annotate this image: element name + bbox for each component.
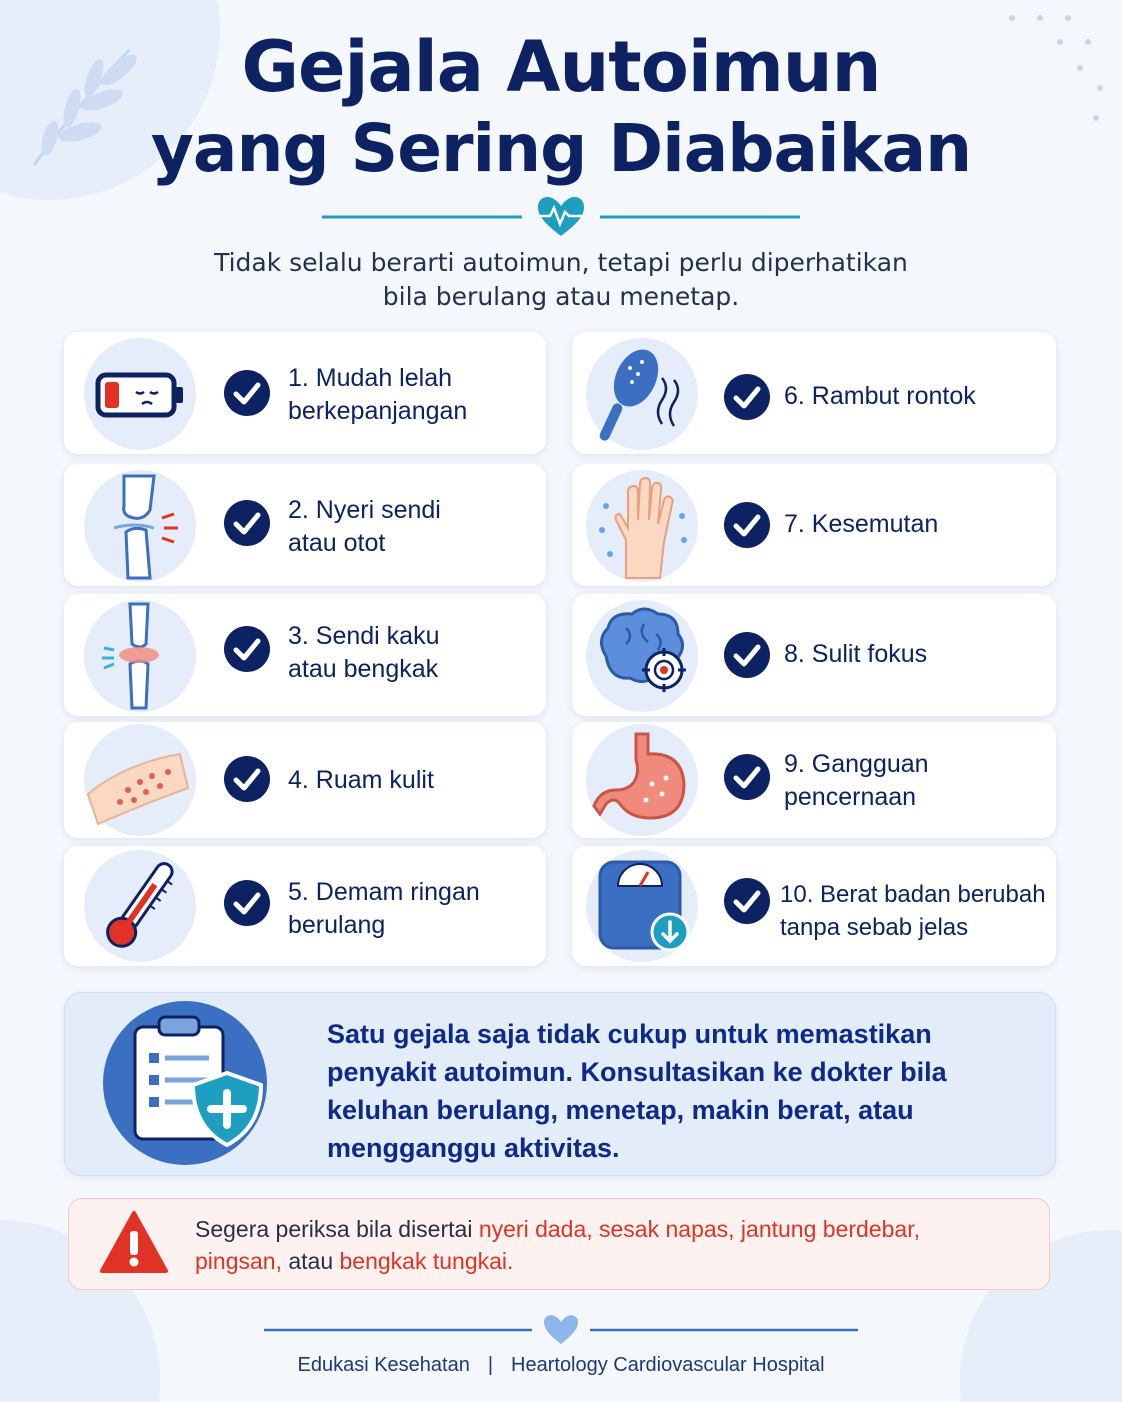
symptom-card-6 bbox=[572, 332, 1056, 454]
symptom-label: 8. Sulit fokus bbox=[784, 640, 928, 668]
info-box bbox=[64, 992, 1056, 1176]
check-icon bbox=[224, 756, 270, 802]
symptom-card-8 bbox=[572, 594, 1056, 716]
symptom-card-3 bbox=[64, 594, 546, 716]
heart-divider bbox=[0, 196, 1122, 236]
clipboard-shield-icon bbox=[99, 997, 279, 1169]
stomach-icon bbox=[586, 724, 698, 836]
tingling-hand-icon bbox=[586, 470, 698, 582]
symptom-card-9 bbox=[572, 722, 1056, 838]
warning-text: Segera periksa bila disertai nyeri dada, sesak napas, jantung berdebar, pingsan, atau bengkak tungkai. bbox=[195, 1216, 920, 1274]
footer: Edukasi Kesehatan | Heartology Cardiovascular Hospital bbox=[297, 1354, 825, 1376]
check-icon bbox=[724, 502, 770, 548]
symptom-card-10 bbox=[572, 846, 1056, 966]
knee-joint-icon bbox=[84, 470, 196, 582]
symptom-label: 6. Rambut rontok bbox=[784, 382, 976, 410]
subtitle: Tidak selalu berarti autoimun, tetapi perlu diperhatikan bila berulang atau menetap. bbox=[214, 248, 908, 311]
symptom-label: 7. Kesemutan bbox=[784, 510, 939, 538]
page-title-line2: yang Sering Diabaikan bbox=[150, 110, 972, 187]
warning-triangle-icon bbox=[99, 1209, 169, 1275]
symptom-label: 5. Demam ringan berulang bbox=[288, 878, 480, 939]
check-icon bbox=[224, 500, 270, 546]
symptom-card-5 bbox=[64, 846, 546, 966]
check-icon bbox=[224, 370, 270, 416]
symptom-label: 9. Gangguan pencernaan bbox=[784, 750, 929, 811]
weight-scale-icon bbox=[586, 850, 698, 962]
skin-rash-icon bbox=[84, 724, 196, 836]
warning-box bbox=[68, 1198, 1050, 1290]
symptom-label: 10. Berat badan berubah tanpa sebab jelas bbox=[780, 881, 1046, 941]
check-icon bbox=[724, 632, 770, 678]
symptom-label: 4. Ruam kulit bbox=[288, 766, 434, 794]
symptom-card-7 bbox=[572, 464, 1056, 586]
footer-divider bbox=[0, 1312, 1122, 1348]
symptom-label: 2. Nyeri sendi atau otot bbox=[288, 496, 441, 557]
heart-icon bbox=[544, 1315, 578, 1344]
symptom-card-2 bbox=[64, 464, 546, 586]
symptom-label: 3. Sendi kaku atau bengkak bbox=[288, 622, 440, 683]
hairbrush-icon bbox=[586, 338, 698, 450]
brain-target-icon bbox=[586, 600, 698, 712]
check-icon bbox=[724, 374, 770, 420]
thermometer-icon bbox=[84, 850, 196, 962]
check-icon bbox=[224, 626, 270, 672]
check-icon bbox=[224, 880, 270, 926]
check-icon bbox=[724, 878, 770, 924]
swollen-joint-icon bbox=[84, 600, 196, 712]
page-title-line1: Gejala Autoimun bbox=[241, 26, 881, 108]
symptom-label: 1. Mudah lelah berkepanjangan bbox=[288, 364, 468, 425]
symptom-card-1 bbox=[64, 332, 546, 454]
info-text: Satu gejala saja tidak cukup untuk memastikan penyakit autoimun. Konsultasikan ke dokter bila keluhan berulang, menetap, makin berat, atau mengganggu aktivitas. bbox=[327, 1019, 947, 1163]
battery-low-icon bbox=[84, 338, 196, 450]
check-icon bbox=[724, 754, 770, 800]
symptom-card-4 bbox=[64, 722, 546, 838]
